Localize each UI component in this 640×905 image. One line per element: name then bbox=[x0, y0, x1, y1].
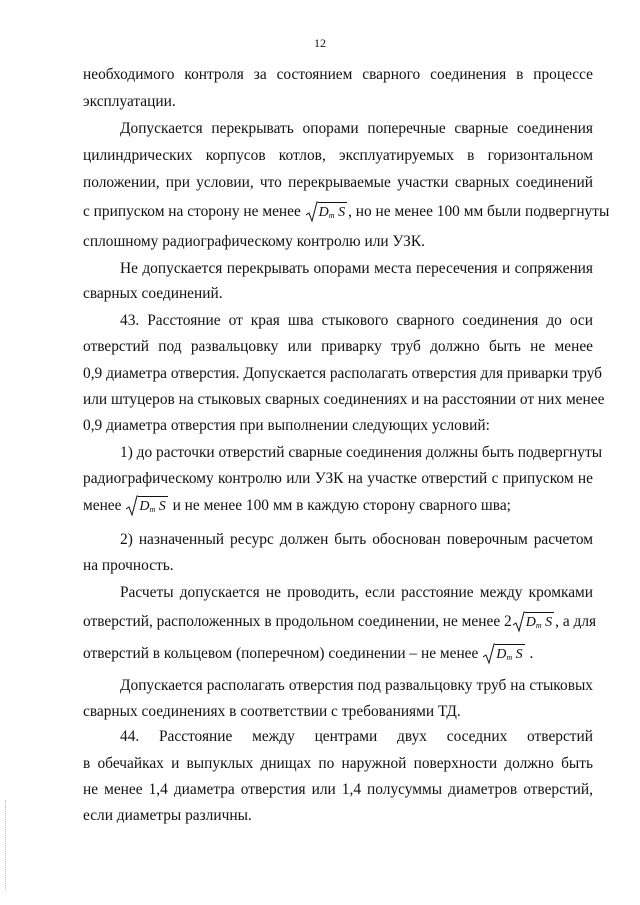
formula-base: D bbox=[496, 647, 507, 662]
sqrt-formula bbox=[126, 495, 167, 515]
text-line: 0,9 диаметра отверстия при выполнении следующих условий: bbox=[83, 417, 490, 434]
text-line: Допускается располагать отверстия под развальцовку труб на стыковых bbox=[120, 677, 593, 694]
text-line: эксплуатации. bbox=[83, 93, 176, 110]
text-line: 1) до расточки отверстий сварные соединения должны быть подвергнуты bbox=[120, 444, 603, 461]
text-line: в обечайках и выпуклых днищах по наружной поверхности должно быть bbox=[83, 755, 593, 772]
text-fragment: с припуском на сторону не менее bbox=[83, 203, 305, 220]
formula-base: D bbox=[525, 615, 536, 630]
text-fragment: менее bbox=[83, 497, 126, 514]
text-line: положении, при условии, что перекрываемые участки сварных соединений bbox=[83, 174, 593, 191]
text-fragment: . bbox=[529, 645, 534, 662]
formula-sub: m bbox=[506, 653, 513, 662]
text-line: Не допускается перекрывать опорами места пересечения и сопряжения bbox=[120, 260, 593, 277]
formula-tail: S bbox=[158, 499, 166, 514]
text-fragment: отверстий в кольцевом (поперечном) соединении – не менее bbox=[83, 645, 483, 662]
text-line: 43. Расстояние от края шва стыкового сварного соединения до оси bbox=[120, 312, 593, 329]
formula-coefficient: 2 bbox=[504, 613, 512, 630]
formula-tail: S bbox=[338, 205, 346, 220]
text-line: на прочность. bbox=[83, 557, 174, 574]
text-line: сварных соединений. bbox=[83, 285, 223, 302]
text-line: 0,9 диаметра отверстия. Допускается располагать отверстия для приварки труб bbox=[83, 365, 602, 382]
text-line: если диаметры различны. bbox=[83, 807, 252, 824]
formula-base: D bbox=[318, 205, 329, 220]
page-number: 12 bbox=[314, 36, 326, 50]
text-line: или штуцеров на стыковых сварных соединениях и на расстоянии от них менее bbox=[83, 391, 605, 408]
sqrt-formula bbox=[483, 643, 524, 663]
text-line: не менее 1,4 диаметра отверстия или 1,4 полусуммы диаметров отверстий, bbox=[83, 781, 593, 798]
text-line: сварных соединениях в соответствии с требованиями ТД. bbox=[83, 703, 461, 720]
formula-sub: m bbox=[535, 621, 542, 630]
text-line-formula bbox=[83, 201, 610, 221]
formula-base: D bbox=[139, 499, 150, 514]
formula-tail: S bbox=[515, 647, 523, 662]
text-line: сплошному радиографическому контролю или УЗК. bbox=[83, 233, 425, 250]
text-line: 44. Расстояние между центрами двух соседних отверстий bbox=[120, 728, 593, 745]
text-line: необходимого контроля за состоянием сварного соединения в процессе bbox=[83, 66, 593, 83]
text-line: Расчеты допускается не проводить, если расстояние между кромками bbox=[120, 584, 593, 601]
text-line-formula bbox=[83, 611, 597, 631]
text-line: 2) назначенный ресурс должен быть обоснован поверочным расчетом bbox=[120, 531, 593, 548]
text-line: отверстий под развальцовку или приварку труб должно быть не менее bbox=[83, 338, 593, 355]
formula-tail: S bbox=[545, 615, 553, 630]
text-line-formula bbox=[83, 643, 593, 663]
formula-sub: m bbox=[328, 211, 335, 220]
text-line: цилиндрических корпусов котлов, эксплуатируемых в горизонтальном bbox=[83, 147, 593, 164]
scan-margin-marks bbox=[5, 800, 8, 890]
text-fragment: , а для bbox=[555, 613, 597, 630]
text-fragment: и не менее 100 мм в каждую сторону сварного шва; bbox=[168, 497, 511, 514]
formula-sub: m bbox=[149, 505, 156, 514]
text-fragment: , но не менее 100 мм были подвергнуты bbox=[348, 203, 610, 220]
text-line: Допускается перекрывать опорами поперечные сварные соединения bbox=[120, 120, 593, 137]
sqrt-formula bbox=[513, 611, 554, 631]
text-line: радиографическому контролю или УЗК на участке отверстий с припуском не bbox=[83, 470, 593, 487]
sqrt-formula bbox=[306, 201, 347, 221]
text-fragment: отверстий, расположенных в продольном соединении, не менее bbox=[83, 613, 505, 630]
text-line-formula bbox=[83, 495, 593, 515]
